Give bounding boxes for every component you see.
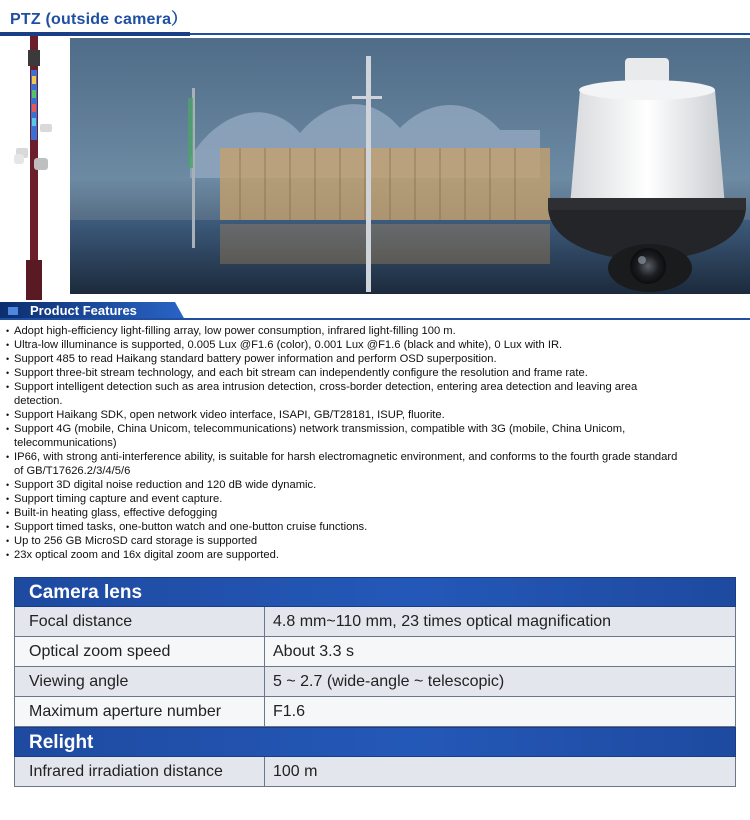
- spec-value: 100 m: [273, 763, 318, 780]
- feature-item: • Support 4G (mobile, China Unicom, telecommunications) network transmission, compatible with 3G (mobile, China Unicom, telecommunications): [6, 422, 686, 450]
- spec-value: About 3.3 s: [273, 643, 354, 660]
- smart-pole-image: [14, 36, 54, 300]
- features-divider: [0, 318, 750, 320]
- feature-item: • Up to 256 GB MicroSD card storage is supported: [6, 534, 686, 548]
- spec-label: Optical zoom speed: [15, 637, 265, 666]
- table-row: [14, 757, 736, 787]
- feature-item: • Support timing capture and event capture.: [6, 492, 686, 506]
- section-header-camera-lens: [14, 577, 736, 607]
- feature-item: • Built-in heating glass, effective defogging: [6, 506, 686, 520]
- feature-item: • Support three-bit stream technology, and each bit stream can independently configure the resolution and frame rate.: [6, 366, 686, 380]
- spec-table: [14, 577, 736, 787]
- page-title: PTZ (outside camera）: [10, 11, 188, 28]
- spec-value: F1.6: [273, 703, 306, 720]
- table-row: [14, 637, 736, 667]
- feature-item: • 23x optical zoom and 16x digital zoom are supported.: [6, 548, 686, 562]
- table-row: [14, 697, 736, 727]
- feature-item: • Support Haikang SDK, open network video interface, ISAPI, GB/T28181, ISUP, fluorite.: [6, 408, 686, 422]
- feature-item: • Support 3D digital noise reduction and 120 dB wide dynamic.: [6, 478, 686, 492]
- feature-item: • Support intelligent detection such as area intrusion detection, cross-border detection, entering area detection and leaving area detection.: [6, 380, 686, 408]
- spec-label: Infrared irradiation distance: [15, 757, 265, 786]
- section-title: Relight: [14, 727, 736, 757]
- section-title: Camera lens: [14, 577, 736, 607]
- spec-label: Viewing angle: [15, 667, 265, 696]
- feature-item: • Support 485 to read Haikang standard battery power information and perform OSD superposition.: [6, 352, 686, 366]
- feature-item: • Ultra-low illuminance is supported, 0.005 Lux @F1.6 (color), 0.001 Lux @F1.6 (black and white), 0 Lux with IR.: [6, 338, 686, 352]
- table-row: [14, 607, 736, 637]
- hero-image: [0, 36, 750, 300]
- features-heading: Product Features: [30, 303, 137, 318]
- table-row: [14, 667, 736, 697]
- feature-item: • IP66, with strong anti-interference ability, is suitable for harsh electromagnetic environment, and conforms to the fourth grade standard of GB/T17626.2/3/4/5/6: [6, 450, 686, 478]
- spec-value: 5 ~ 2.7 (wide-angle ~ telescopic): [273, 673, 505, 690]
- spec-label: Focal distance: [15, 607, 265, 636]
- spec-value: 4.8 mm~110 mm, 23 times optical magnification: [273, 613, 612, 630]
- features-list: [6, 324, 686, 562]
- page-header: [0, 0, 750, 36]
- section-header-relight: [14, 727, 736, 757]
- night-scene-camera-image: [70, 38, 750, 294]
- feature-item: • Adopt high-efficiency light-filling array, low power consumption, infrared light-filling 100 m.: [6, 324, 686, 338]
- spec-label: Maximum aperture number: [15, 697, 265, 726]
- feature-item: • Support timed tasks, one-button watch and one-button cruise functions.: [6, 520, 686, 534]
